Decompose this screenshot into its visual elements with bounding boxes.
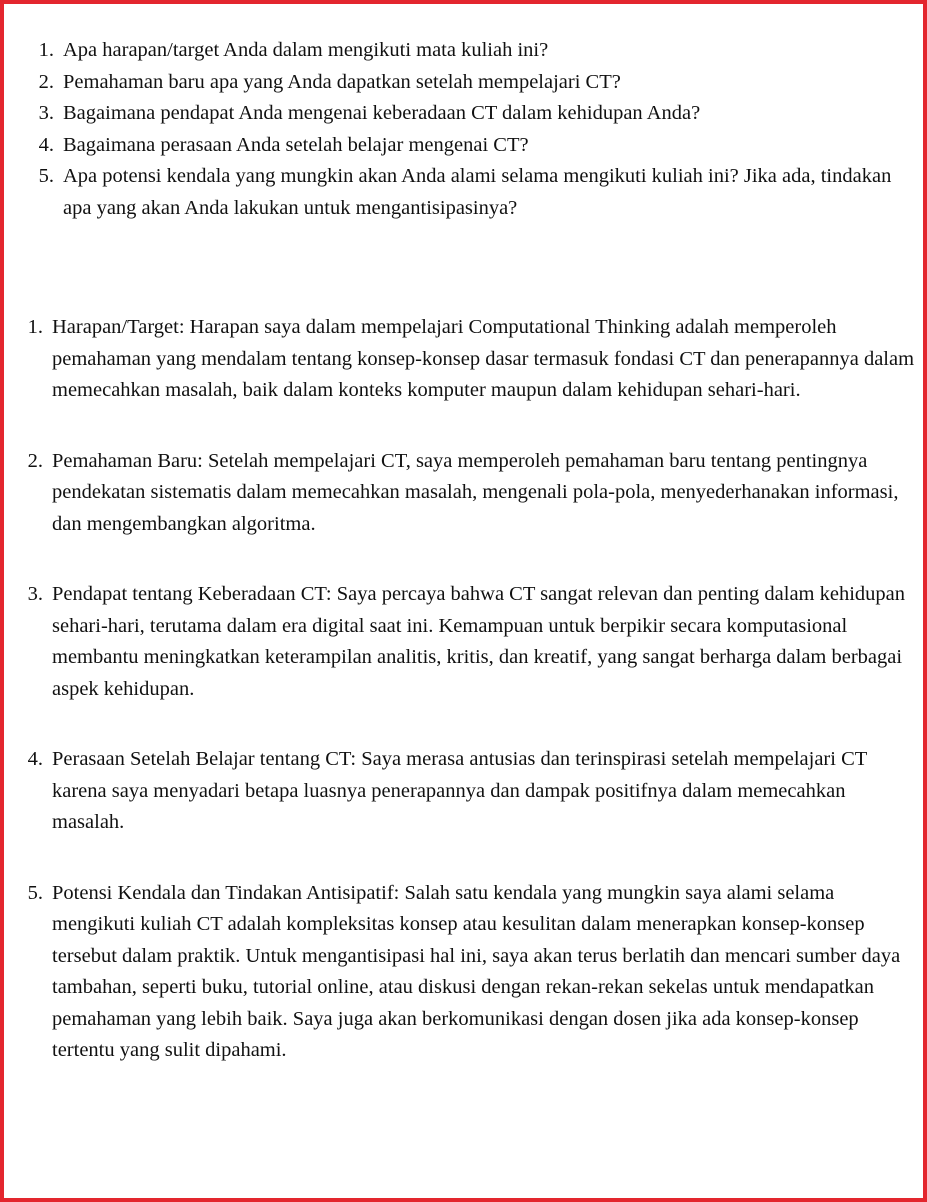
list-number: 4. [27,748,43,770]
question-text: Pemahaman baru apa yang Anda dapatkan setelah mempelajari CT? [63,70,621,93]
list-number: 3. [38,102,54,124]
list-item [18,67,913,99]
question-text: Apa harapan/target Anda dalam mengikuti mata kuliah ini? [63,39,549,61]
list-number: 2. [27,449,43,472]
list-number: 1. [27,316,43,338]
list-item [7,446,917,541]
answer-text: Pemahaman Baru: Setelah mempelajari CT, saya memperoleh pemahaman baru tentang pentingnya pendekatan sistematis dalam memecahkan masalah, mengenali pola-pola, menyederhanakan informasi, dan mengembangkan algoritma. [52,449,899,535]
list-number: 5. [38,165,54,187]
list-item [18,35,913,67]
list-number: 1. [38,39,54,61]
list-item [7,312,917,407]
list-number: 3. [27,583,43,605]
answer-text: Potensi Kendala dan Tindakan Antisipatif: Salah satu kendala yang mungkin saya alami selama mengikuti kuliah CT adalah kompleksitas konsep atau kesulitan dalam menerapkan konsep-konsep tersebut dalam praktik. Untuk mengantisipasi hal ini, saya akan terus berlatih dan mencari sumber daya tambahan, seperti buku, tutorial online, atau diskusi dengan rekan-rekan sekelas untuk mendapatkan pemahaman yang lebih baik. Saya juga akan berkomunikasi dengan dosen jika ada konsep-konsep tertentu yang sulit dipahami. [52,881,901,1061]
list-number: 2. [38,70,54,93]
answer-text: Harapan/Target: Harapan saya dalam mempelajari Computational Thinking adalah memperoleh pemahaman yang mendalam tentang konsep-konsep dasar termasuk fondasi CT dan penerapannya dalam memecahkan masalah, baik dalam konteks komputer maupun dalam kehidupan sehari-hari. [52,316,915,401]
list-item [18,98,913,130]
list-item [7,744,917,839]
list-item [7,878,917,1067]
question-text: Apa potensi kendala yang mungkin akan Anda alami selama mengikuti kuliah ini? Jika ada, tindakan apa yang akan Anda lakukan untuk mengantisipasinya? [63,165,892,219]
list-item [18,130,913,162]
list-item [18,161,913,224]
question-text: Bagaimana pendapat Anda mengenai keberadaan CT dalam kehidupan Anda? [63,102,701,124]
list-item [7,579,917,705]
list-number: 4. [38,133,54,156]
list-number: 5. [27,881,43,904]
question-text: Bagaimana perasaan Anda setelah belajar mengenai CT? [63,133,529,156]
answer-list [7,312,917,1106]
answer-text: Perasaan Setelah Belajar tentang CT: Saya merasa antusias dan terinspirasi setelah mempelajari CT karena saya menyadari betapa luasnya penerapannya dan dampak positifnya dalam memecahkan masalah. [52,748,867,833]
question-list [18,35,913,224]
answer-text: Pendapat tentang Keberadaan CT: Saya percaya bahwa CT sangat relevan dan penting dalam kehidupan sehari-hari, terutama dalam era digital saat ini. Kemampuan untuk berpikir secara komputasional membantu meningkatkan keterampilan analitis, kritis, dan kreatif, yang sangat berharga dalam berbagai aspek kehidupan. [52,583,906,700]
